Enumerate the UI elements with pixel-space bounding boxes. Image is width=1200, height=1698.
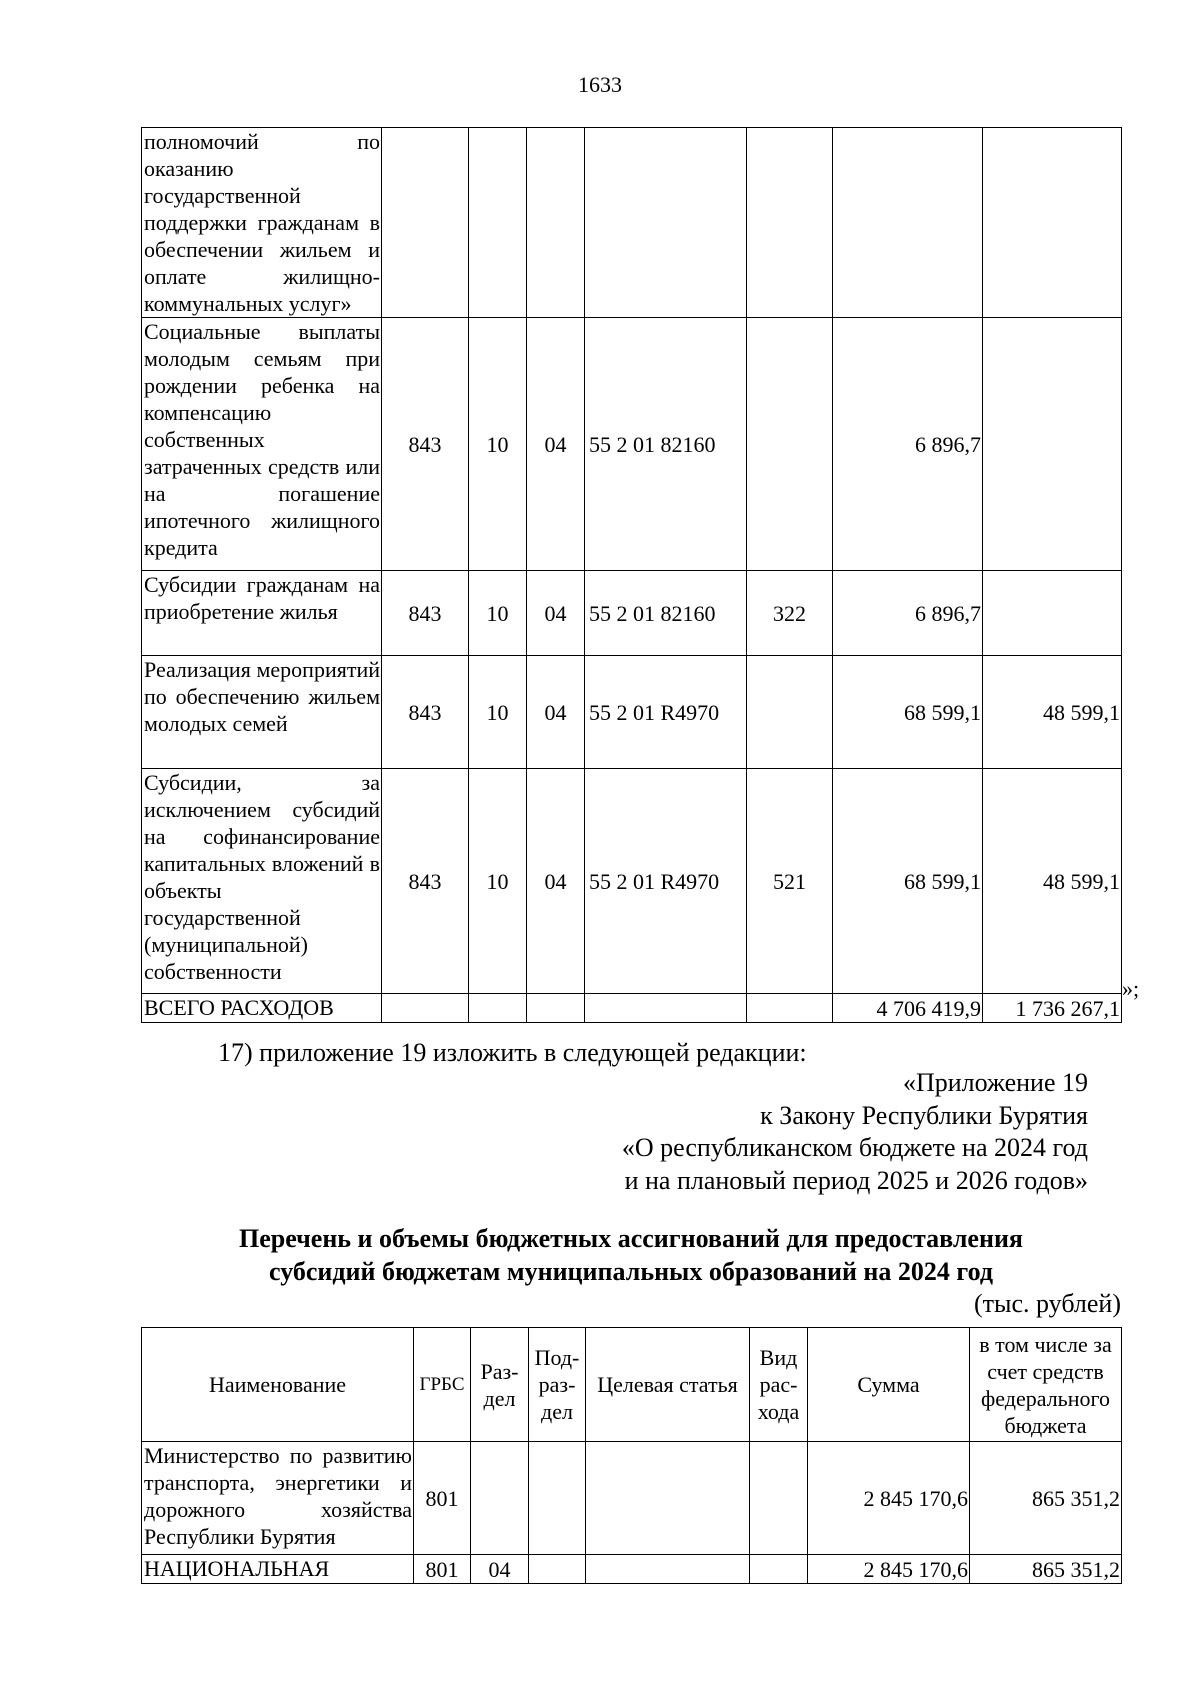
row-target-article: 55 2 01 R4970 [585, 656, 747, 769]
title-line: Перечень и объемы бюджетных ассигнований для предоставления [239, 1224, 1023, 1253]
row-expense-type [747, 318, 833, 571]
row-expense-type [747, 656, 833, 769]
appendix-line: «Приложение 19 [902, 1068, 1088, 1097]
total-federal: 1 736 267,1 [983, 994, 1122, 1023]
row-razdel: 04 [471, 1555, 529, 1584]
row-name: Министерство по развитию транспорта, энергетики и дорожного хозяйства Республики Бурятия [142, 1442, 414, 1555]
subsidies-table [141, 1327, 1122, 1584]
closing-quote: »; [1122, 976, 1140, 1001]
row-target-article: 55 2 01 82160 [585, 571, 747, 656]
row-federal [983, 318, 1122, 571]
row-expense-type [747, 128, 833, 318]
row-sum: 68 599,1 [833, 656, 983, 769]
row-podrazdel [527, 128, 585, 318]
row-grbs: 801 [414, 1442, 471, 1555]
header-federal: в том числе за счет средств федерального бюджета [970, 1328, 1122, 1442]
table-row [142, 1555, 1122, 1584]
expenses-table-continuation [141, 127, 1122, 1023]
row-grbs [382, 128, 469, 318]
header-expense-type: Вид рас- хода [750, 1328, 808, 1442]
row-expense-type: 521 [747, 769, 833, 994]
row-grbs: 843 [382, 318, 469, 571]
row-razdel: 10 [469, 571, 527, 656]
row-expense-type [750, 1442, 808, 1555]
row-target-article [586, 1555, 750, 1584]
row-sum: 2 845 170,6 [808, 1555, 970, 1584]
table-row [142, 571, 1122, 656]
row-target-article: 55 2 01 R4970 [585, 769, 747, 994]
amendment-paragraph: 17) приложение 19 изложить в следующей редакции: [218, 1038, 807, 1067]
header-target-article: Целевая статья [586, 1328, 750, 1442]
row-razdel: 10 [469, 318, 527, 571]
row-federal: 48 599,1 [983, 656, 1122, 769]
appendix-line: и на плановый период 2025 и 2026 годов» [624, 1165, 1088, 1195]
row-federal [983, 128, 1122, 318]
row-name: Реализация мероприятий по обеспечению жильем молодых семей [142, 656, 382, 769]
header-sum: Сумма [808, 1328, 970, 1442]
row-podrazdel: 04 [527, 769, 585, 994]
table-row [142, 1442, 1122, 1555]
row-sum: 2 845 170,6 [808, 1442, 970, 1555]
header-razdel: Раз- дел [471, 1328, 529, 1442]
row-sum: 6 896,7 [833, 571, 983, 656]
row-grbs: 843 [382, 769, 469, 994]
appendix-line: к Закону Республики Бурятия [760, 1100, 1088, 1130]
title-line: субсидий бюджетам муниципальных образований на 2024 год [269, 1257, 993, 1286]
row-name: Субсидии гражданам на приобретение жилья [142, 571, 382, 656]
row-federal: 48 599,1 [983, 769, 1122, 994]
header-grbs: ГРБС [414, 1328, 471, 1442]
row-name: Социальные выплаты молодым семьям при рождении ребенка на компенсацию собственных затраченных средств или на погашение ипотечного жилищного кредита [142, 318, 382, 571]
header-name: Наименование [142, 1328, 414, 1442]
row-expense-type: 322 [747, 571, 833, 656]
header-row [142, 1328, 1122, 1442]
row-podrazdel: 04 [527, 318, 585, 571]
row-podrazdel [529, 1442, 586, 1555]
row-name: Субсидии, за исключением субсидий на софинансирование капитальных вложений в объекты государственной (муниципальной) собственности [142, 769, 382, 994]
table-row [142, 656, 1122, 769]
table-row [142, 769, 1122, 994]
row-sum: 68 599,1 [833, 769, 983, 994]
row-podrazdel [529, 1555, 586, 1584]
units-label: (тыс. рублей) [973, 1289, 1121, 1318]
row-target-article: 55 2 01 82160 [585, 318, 747, 571]
row-grbs: 843 [382, 571, 469, 656]
total-label: ВСЕГО РАСХОДОВ [142, 994, 382, 1023]
row-federal: 865 351,2 [970, 1442, 1122, 1555]
row-expense-type [750, 1555, 808, 1584]
row-razdel [469, 128, 527, 318]
total-sum: 4 706 419,9 [833, 994, 983, 1023]
row-grbs: 801 [414, 1555, 471, 1584]
row-razdel: 10 [469, 769, 527, 994]
row-name: полномочий по оказанию государственной поддержки гражданам в обеспечении жильем и оплате жилищно-коммунальных услуг» [142, 128, 382, 318]
header-podrazdel: Под- раз- дел [529, 1328, 586, 1442]
appendix-heading [622, 1067, 1088, 1197]
row-razdel: 10 [469, 656, 527, 769]
row-federal [983, 571, 1122, 656]
row-grbs: 843 [382, 656, 469, 769]
row-federal: 865 351,2 [970, 1555, 1122, 1584]
document-title [141, 1222, 1121, 1288]
page-number: 1633 [578, 72, 622, 97]
table-row [142, 318, 1122, 571]
row-name: НАЦИОНАЛЬНАЯ [142, 1555, 414, 1584]
total-row [142, 994, 1122, 1023]
row-target-article [586, 1442, 750, 1555]
table-row [142, 128, 1122, 318]
row-razdel [471, 1442, 529, 1555]
row-podrazdel: 04 [527, 571, 585, 656]
row-target-article [585, 128, 747, 318]
row-podrazdel: 04 [527, 656, 585, 769]
appendix-line: «О республиканском бюджете на 2024 год [621, 1133, 1088, 1162]
row-sum: 6 896,7 [833, 318, 983, 571]
row-sum [833, 128, 983, 318]
